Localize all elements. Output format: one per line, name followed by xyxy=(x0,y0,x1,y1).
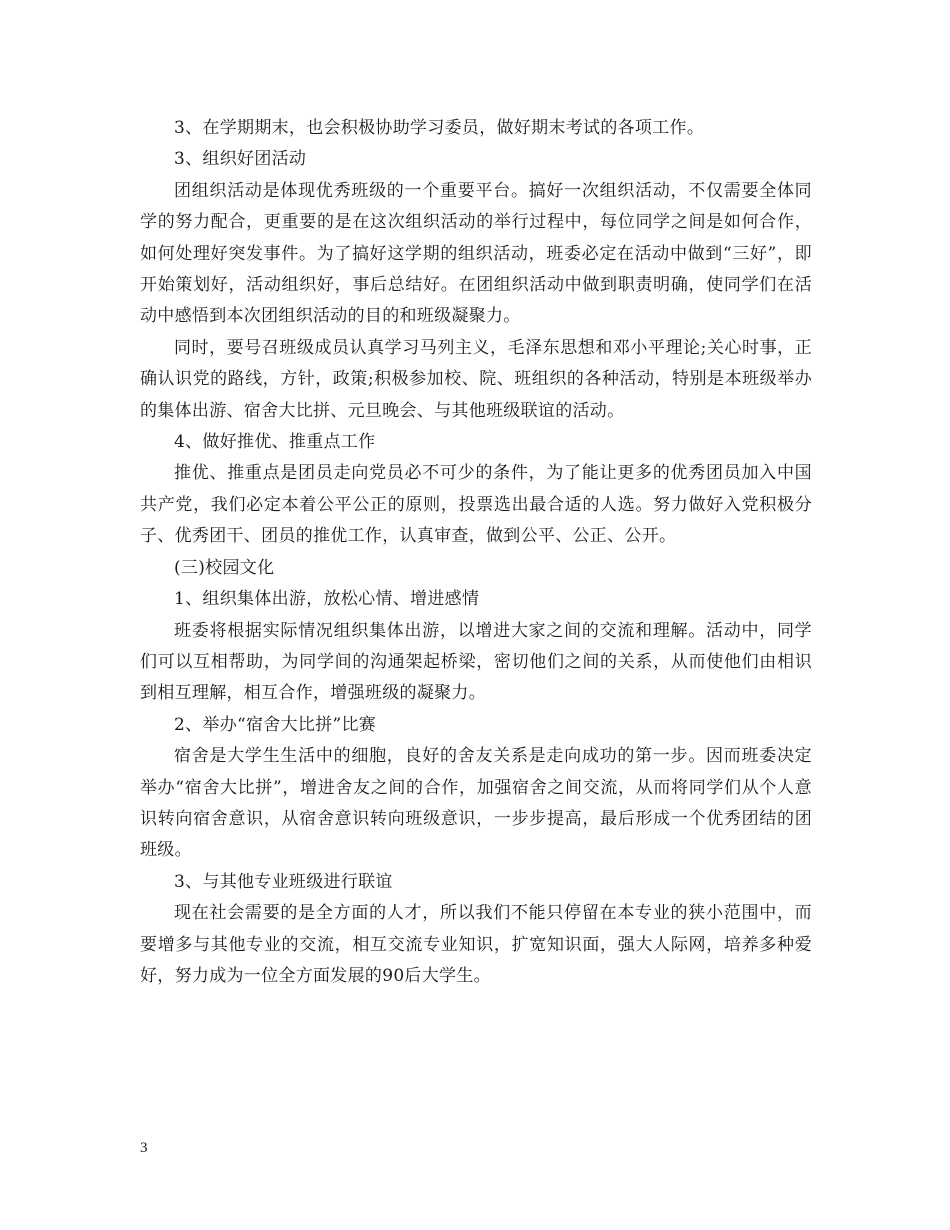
paragraph-1: 3、在学期期末，也会积极协助学习委员，做好期末考试的各项工作。 xyxy=(174,118,705,138)
paragraph-5: 班委将根据实际情况组织集体出游，以增进大家之间的交流和理解。活动中，同学们可以互相帮助，为同学间的沟通架起桥梁，密切他们之间的关系，从而使他们由相识到相互理解，相互合作，增强班级的凝聚力。 xyxy=(140,620,812,704)
heading-class-social: 3、与其他专业班级进行联谊 xyxy=(174,871,393,892)
paragraph-6: 宿舍是大学生生活中的细胞，良好的舍友关系是走向成功的第一步。因而班委决定举办“宿舍大比拼”，增进舍友之间的合作，加强宿舍之间交流，从而将同学们从个人意识转向宿舍意识，从宿舍意识转向班级意识，一步步提高，最后形成一个优秀团结的团班级。 xyxy=(140,746,812,861)
heading-group-outing: 1、组织集体出游，放松心情、增进感情 xyxy=(174,589,480,610)
heading-organize-activities: 3、组织好团活动 xyxy=(174,149,307,170)
paragraph-7: 现在社会需要的是全方面的人才，所以我们不能只停留在本专业的狭小范围中，而要增多与其他专业的交流，相互交流专业知识，扩宽知识面，强大人际网，培养多种爱好，努力成为一位全方面发展的90后大学生。 xyxy=(140,903,812,986)
paragraph-3: 同时，要号召班级成员认真学习马列主义，毛泽东思想和邓小平理论;关心时事，正确认识党的路线，方针，政策;积极参加校、院、班组织的各种活动，特别是本班级举办的集体出游、宿舍大比拼、元旦晚会、与其他班级联谊的活动。 xyxy=(140,337,812,421)
page-number: 3 xyxy=(140,1140,148,1156)
heading-recommend-work: 4、做好推优、推重点工作 xyxy=(174,432,376,453)
section-heading-campus-culture: (三)校园文化 xyxy=(174,557,275,578)
heading-dorm-contest: 2、举办“宿舍大比拼”比赛 xyxy=(174,714,377,735)
paragraph-2: 团组织活动是体现优秀班级的一个重要平台。搞好一次组织活动，不仅需要全体同学的努力配合，更重要的是在这次组织活动的举行过程中，每位同学之间是如何合作，如何处理好突发事件。为了搞好这学期的组织活动，班委必定在活动中做到“三好”，即开始策划好，活动组织好，事后总结好。在团组织活动中做到职责明确，使同学们在活动中感悟到本次团组织活动的目的和班级凝聚力。 xyxy=(140,180,812,327)
document-body xyxy=(140,113,812,992)
paragraph-4: 推优、推重点是团员走向党员必不可少的条件，为了能让更多的优秀团员加入中国共产党，我们必定本着公平公正的原则，投票选出最合适的人选。努力做好入党积极分子、优秀团干、团员的推优工作，认真审查，做到公平、公正、公开。 xyxy=(140,463,812,547)
